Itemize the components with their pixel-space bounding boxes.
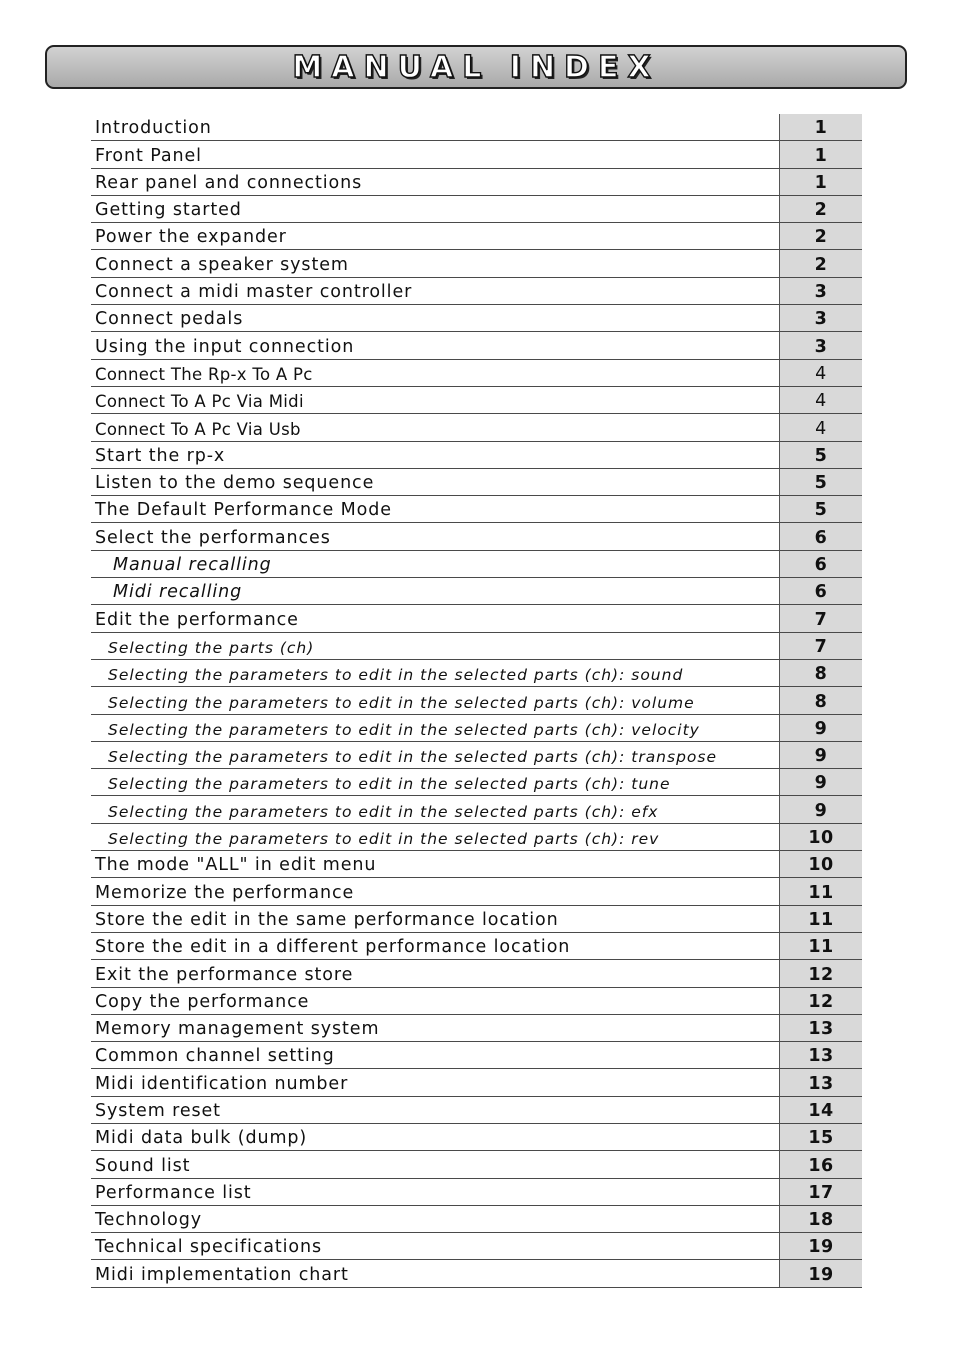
- toc-entry-page: 5: [779, 496, 862, 522]
- toc-row: [91, 1042, 862, 1069]
- toc-entry-page: 11: [779, 906, 862, 932]
- toc-row: [91, 360, 862, 387]
- toc-row: [91, 169, 862, 196]
- toc-row: [91, 141, 862, 168]
- toc-row: [91, 1015, 862, 1042]
- toc-row: [91, 469, 862, 496]
- toc-entry-title: Selecting the parts (ch): [108, 638, 315, 657]
- toc-row: [91, 551, 862, 578]
- toc-entry-page: 7: [779, 633, 862, 659]
- toc-row: [91, 1206, 862, 1233]
- toc-entry-title: Store the edit in the same performance location: [95, 909, 559, 930]
- toc-row: [91, 114, 862, 141]
- toc-row: [91, 578, 862, 605]
- toc-row: [91, 742, 862, 769]
- toc-entry-title: Memory management system: [95, 1019, 380, 1040]
- toc-entry-title: Midi recalling: [113, 582, 243, 603]
- toc-row: [91, 906, 862, 933]
- toc-entry-title: Midi implementation chart: [95, 1264, 349, 1285]
- toc-entry-title: Introduction: [95, 118, 212, 139]
- toc-entry-page: 1: [779, 169, 862, 195]
- toc-row: [91, 687, 862, 714]
- toc-entry-title: Power the expander: [95, 227, 287, 248]
- toc-entry-title: Selecting the parameters to edit in the selected parts (ch): efx: [108, 802, 659, 821]
- toc-row: [91, 442, 862, 469]
- page-title: MANUAL INDEX: [292, 49, 660, 85]
- toc-entry-title: Connect a midi master controller: [95, 282, 413, 303]
- toc-entry-page: 4: [779, 360, 862, 386]
- toc-entry-page: 15: [779, 1124, 862, 1150]
- toc-entry-title: Connect To A Pc Via Midi: [95, 392, 304, 412]
- toc-entry-page: 17: [779, 1179, 862, 1205]
- toc-entry-page: 8: [779, 687, 862, 713]
- toc-entry-title: Midi identification number: [95, 1073, 349, 1094]
- toc-entry-page: 13: [779, 1042, 862, 1068]
- toc-entry-title: Sound list: [95, 1155, 191, 1176]
- toc-entry-title: Connect The Rp-x To A Pc: [95, 364, 313, 384]
- toc-row: [91, 633, 862, 660]
- toc-entry-page: 12: [779, 960, 862, 986]
- toc-entry-title: Front Panel: [95, 145, 202, 166]
- toc-entry-page: 2: [779, 196, 862, 222]
- toc-entry-page: 10: [779, 851, 862, 877]
- toc-entry-page: 14: [779, 1097, 862, 1123]
- toc-entry-title: Selecting the parameters to edit in the selected parts (ch): tune: [108, 775, 671, 794]
- toc-entry-page: 1: [779, 114, 862, 140]
- toc-entry-title: Connect pedals: [95, 309, 244, 330]
- toc-entry-page: 10: [779, 824, 862, 850]
- toc-entry-page: 8: [779, 660, 862, 686]
- toc-entry-page: 19: [779, 1260, 862, 1286]
- toc-row: [91, 223, 862, 250]
- toc-entry-page: 16: [779, 1151, 862, 1177]
- toc-entry-title: Start the rp-x: [95, 445, 226, 466]
- toc-entry-title: Performance list: [95, 1182, 252, 1203]
- toc-row: [91, 1069, 862, 1096]
- toc-row: [91, 278, 862, 305]
- toc-entry-title: The mode "ALL" in edit menu: [95, 855, 377, 876]
- toc-entry-title: Store the edit in a different performance location: [95, 937, 571, 958]
- toc-entry-page: 1: [779, 141, 862, 167]
- toc-row: [91, 605, 862, 632]
- toc-row: [91, 1151, 862, 1178]
- toc-entry-title: Selecting the parameters to edit in the selected parts (ch): sound: [108, 666, 684, 685]
- toc-entry-page: 19: [779, 1233, 862, 1259]
- toc-entry-title: The Default Performance Mode: [95, 500, 392, 521]
- toc-entry-title: Copy the performance: [95, 991, 310, 1012]
- toc-entry-page: 7: [779, 605, 862, 631]
- toc-row: [91, 796, 862, 823]
- toc-entry-title: Midi data bulk (dump): [95, 1128, 308, 1149]
- toc-entry-page: 3: [779, 305, 862, 331]
- toc-row: [91, 387, 862, 414]
- toc-entry-page: 6: [779, 551, 862, 577]
- toc-entry-page: 2: [779, 223, 862, 249]
- toc-entry-title: Manual recalling: [113, 555, 272, 576]
- toc-row: [91, 660, 862, 687]
- toc-entry-title: Edit the performance: [95, 609, 299, 630]
- toc-entry-title: Getting started: [95, 200, 242, 221]
- toc-row: [91, 715, 862, 742]
- toc-entry-title: Selecting the parameters to edit in the selected parts (ch): transpose: [108, 748, 718, 767]
- toc-entry-title: Technology: [95, 1210, 203, 1231]
- toc-entry-title: Connect a speaker system: [95, 254, 349, 275]
- toc-entry-title: Selecting the parameters to edit in the selected parts (ch): velocity: [108, 720, 700, 739]
- toc-entry-page: 6: [779, 578, 862, 604]
- toc-entry-title: Common channel setting: [95, 1046, 335, 1067]
- toc-entry-page: 9: [779, 715, 862, 741]
- toc-row: [91, 769, 862, 796]
- toc-row: [91, 1233, 862, 1260]
- toc-row: [91, 1124, 862, 1151]
- toc-entry-page: 6: [779, 523, 862, 549]
- toc-entry-page: 4: [779, 414, 862, 440]
- toc-entry-title: Using the input connection: [95, 336, 355, 357]
- toc-row: [91, 878, 862, 905]
- toc-row: [91, 824, 862, 851]
- toc-entry-page: 13: [779, 1015, 862, 1041]
- toc-row: [91, 305, 862, 332]
- toc-entry-page: 5: [779, 442, 862, 468]
- toc-row: [91, 250, 862, 277]
- toc-entry-page: 3: [779, 332, 862, 358]
- toc-entry-page: 9: [779, 796, 862, 822]
- toc-entry-title: Select the performances: [95, 527, 331, 548]
- toc-entry-page: 4: [779, 387, 862, 413]
- toc-entry-title: Connect To A Pc Via Usb: [95, 419, 301, 439]
- toc-row: [91, 196, 862, 223]
- toc-row: [91, 1260, 862, 1287]
- toc-entry-page: 9: [779, 769, 862, 795]
- toc-row: [91, 332, 862, 359]
- toc-entry-page: 11: [779, 933, 862, 959]
- toc-row: [91, 523, 862, 550]
- toc-entry-page: 12: [779, 988, 862, 1014]
- toc-entry-page: 11: [779, 878, 862, 904]
- toc-row: [91, 960, 862, 987]
- toc-row: [91, 414, 862, 441]
- toc-row: [91, 851, 862, 878]
- toc-entry-title: Rear panel and connections: [95, 172, 363, 193]
- toc-row: [91, 1097, 862, 1124]
- toc-entry-page: 9: [779, 742, 862, 768]
- toc-entry-title: Exit the performance store: [95, 964, 354, 985]
- toc-row: [91, 933, 862, 960]
- toc-entry-page: 13: [779, 1069, 862, 1095]
- toc-entry-page: 18: [779, 1206, 862, 1232]
- toc-entry-title: Memorize the performance: [95, 882, 355, 903]
- toc-row: [91, 496, 862, 523]
- toc-row: [91, 988, 862, 1015]
- toc-entry-page: 3: [779, 278, 862, 304]
- toc-entry-page: 5: [779, 469, 862, 495]
- table-of-contents: [91, 114, 862, 1288]
- index-banner: [45, 45, 907, 89]
- toc-entry-page: 2: [779, 250, 862, 276]
- toc-entry-title: System reset: [95, 1100, 221, 1121]
- toc-row: [91, 1179, 862, 1206]
- toc-entry-title: Selecting the parameters to edit in the selected parts (ch): volume: [108, 693, 695, 712]
- toc-entry-title: Listen to the demo sequence: [95, 473, 375, 494]
- toc-entry-title: Technical specifications: [95, 1237, 323, 1258]
- toc-entry-title: Selecting the parameters to edit in the selected parts (ch): rev: [108, 830, 660, 849]
